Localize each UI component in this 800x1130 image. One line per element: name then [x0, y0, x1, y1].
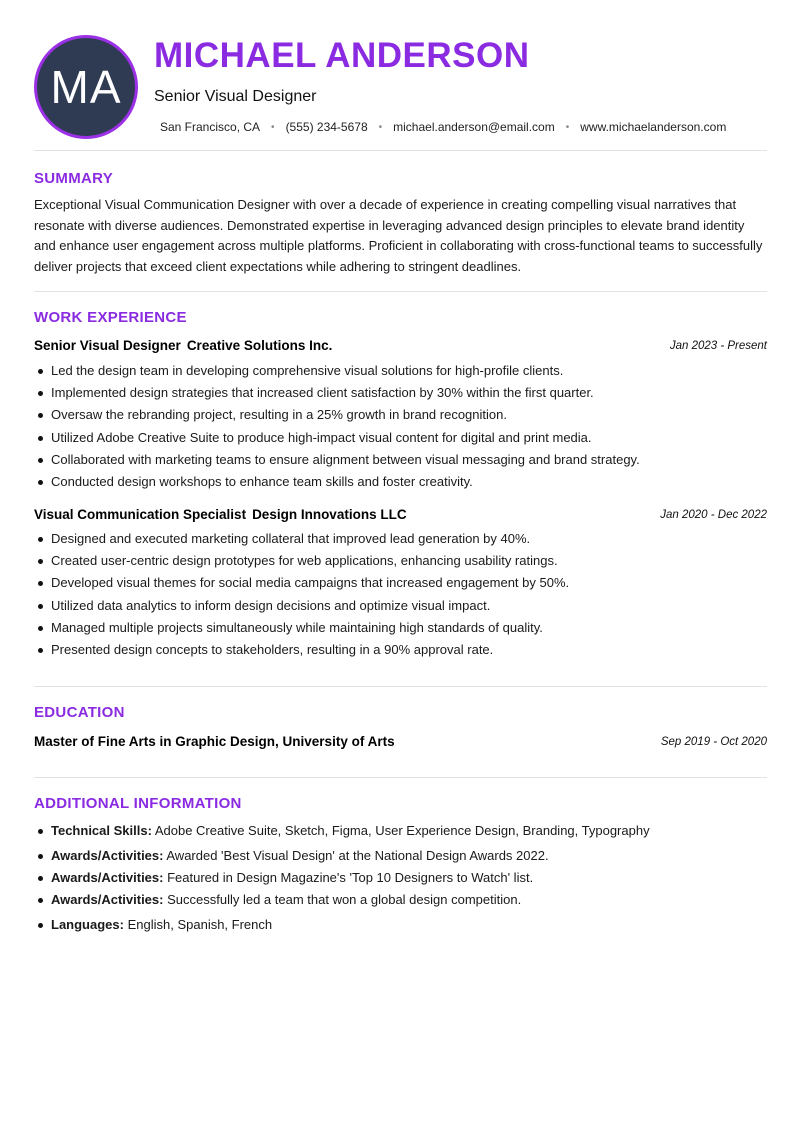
- info-value: Awarded 'Best Visual Design' at the National Design Awards 2022.: [166, 848, 549, 863]
- list-item: Developed visual themes for social media campaigns that increased engagement by 50%.: [34, 572, 767, 594]
- job-dates: Jan 2020 - Dec 2022: [660, 509, 767, 521]
- list-item: Led the design team in developing comprehensive visual solutions for high-profile clients.: [34, 360, 767, 382]
- section-title-additional-information: ADDITIONAL INFORMATION: [34, 795, 242, 812]
- list-item: Oversaw the rebranding project, resulting in a 25% growth in brand recognition.: [34, 404, 767, 426]
- info-label: Awards/Activities:: [51, 848, 164, 863]
- separator-dot: •: [378, 121, 383, 133]
- job-dates: Jan 2023 - Present: [669, 340, 767, 352]
- job-bullets: [34, 360, 767, 493]
- list-item: [34, 889, 767, 914]
- contact-location: San Francisco, CA: [160, 120, 261, 134]
- section-title-education: EDUCATION: [34, 704, 125, 721]
- job-title: [34, 507, 407, 522]
- info-label: Technical Skills:: [51, 823, 152, 838]
- contact-website[interactable]: www.michaelanderson.com: [580, 120, 727, 134]
- job-title: [34, 338, 332, 353]
- separator-dot: •: [271, 121, 275, 133]
- resume-header: [34, 0, 767, 150]
- info-label: Awards/Activities:: [51, 892, 164, 908]
- job-position: Senior Visual Designer: [34, 338, 181, 353]
- list-item: Implemented design strategies that increased client satisfaction by 30% within the first quarter.: [34, 382, 767, 404]
- resume-page: [34, 0, 767, 933]
- list-item: Utilized Adobe Creative Suite to produce high-impact visual content for digital and print media.: [34, 427, 767, 449]
- info-value: English, Spanish, French: [127, 917, 273, 933]
- list-item: Designed and executed marketing collateral that improved lead generation by 40%.: [34, 528, 767, 550]
- contact-email[interactable]: michael.anderson@email.com: [393, 120, 555, 134]
- list-item: [34, 867, 767, 889]
- list-item: Created user-centric design prototypes for web applications, enhancing usability ratings.: [34, 550, 767, 572]
- job-company: Design Innovations LLC: [252, 507, 407, 522]
- additional-info-list: [34, 820, 767, 937]
- education-dates: Sep 2019 - Oct 2020: [660, 736, 767, 748]
- candidate-name: MICHAEL ANDERSON: [154, 36, 530, 75]
- info-value: Featured in Design Magazine's 'Top 10 Designers to Watch' list.: [167, 870, 534, 886]
- info-value: Adobe Creative Suite, Sketch, Figma, User Experience Design, Branding, Typography: [154, 823, 650, 838]
- separator-dot: •: [565, 121, 570, 133]
- divider: [34, 291, 767, 292]
- info-label: Languages:: [51, 917, 124, 933]
- section-title-summary: SUMMARY: [34, 170, 114, 187]
- divider: [34, 777, 767, 778]
- list-item: Utilized data analytics to inform design decisions and optimize visual impact.: [34, 595, 767, 617]
- list-item: [34, 845, 767, 867]
- divider: [34, 686, 767, 687]
- avatar: [34, 35, 138, 139]
- list-item: Presented design concepts to stakeholders, resulting in a 90% approval rate.: [34, 639, 767, 661]
- job-bullets: [34, 528, 767, 661]
- summary-text: Exceptional Visual Communication Designer with over a decade of experience in creating compelling visual narratives that resonate with diverse audiences. Demonstrated expertise in leveraging advanced design principles to elevate brand identity and enhance user engagement across multiple platforms. Proficient in collaborating with cross-functional teams to successfully deliver projects that exceed client expectations while adhering to stringent deadlines.: [34, 197, 763, 274]
- section-title-work-experience: WORK EXPERIENCE: [34, 309, 187, 326]
- list-item: Conducted design workshops to enhance team skills and foster creativity.: [34, 471, 767, 493]
- contact-line: [160, 120, 726, 134]
- list-item: Collaborated with marketing teams to ensure alignment between visual messaging and brand strategy.: [34, 449, 767, 471]
- job-position: Visual Communication Specialist: [34, 507, 247, 522]
- candidate-role: Senior Visual Designer: [154, 88, 317, 105]
- contact-phone[interactable]: (555) 234-5678: [285, 120, 368, 134]
- list-item: [34, 820, 767, 845]
- info-label: Awards/Activities:: [51, 870, 164, 886]
- divider: [34, 150, 767, 151]
- list-item: Managed multiple projects simultaneously while maintaining high standards of quality.: [34, 617, 767, 639]
- list-item: [34, 914, 767, 936]
- avatar-initials: MA: [50, 61, 122, 113]
- job-company: Creative Solutions Inc.: [186, 338, 333, 353]
- info-value: Successfully led a team that won a global design competition.: [167, 892, 522, 908]
- education-degree: Master of Fine Arts in Graphic Design, University of Arts: [34, 734, 395, 749]
